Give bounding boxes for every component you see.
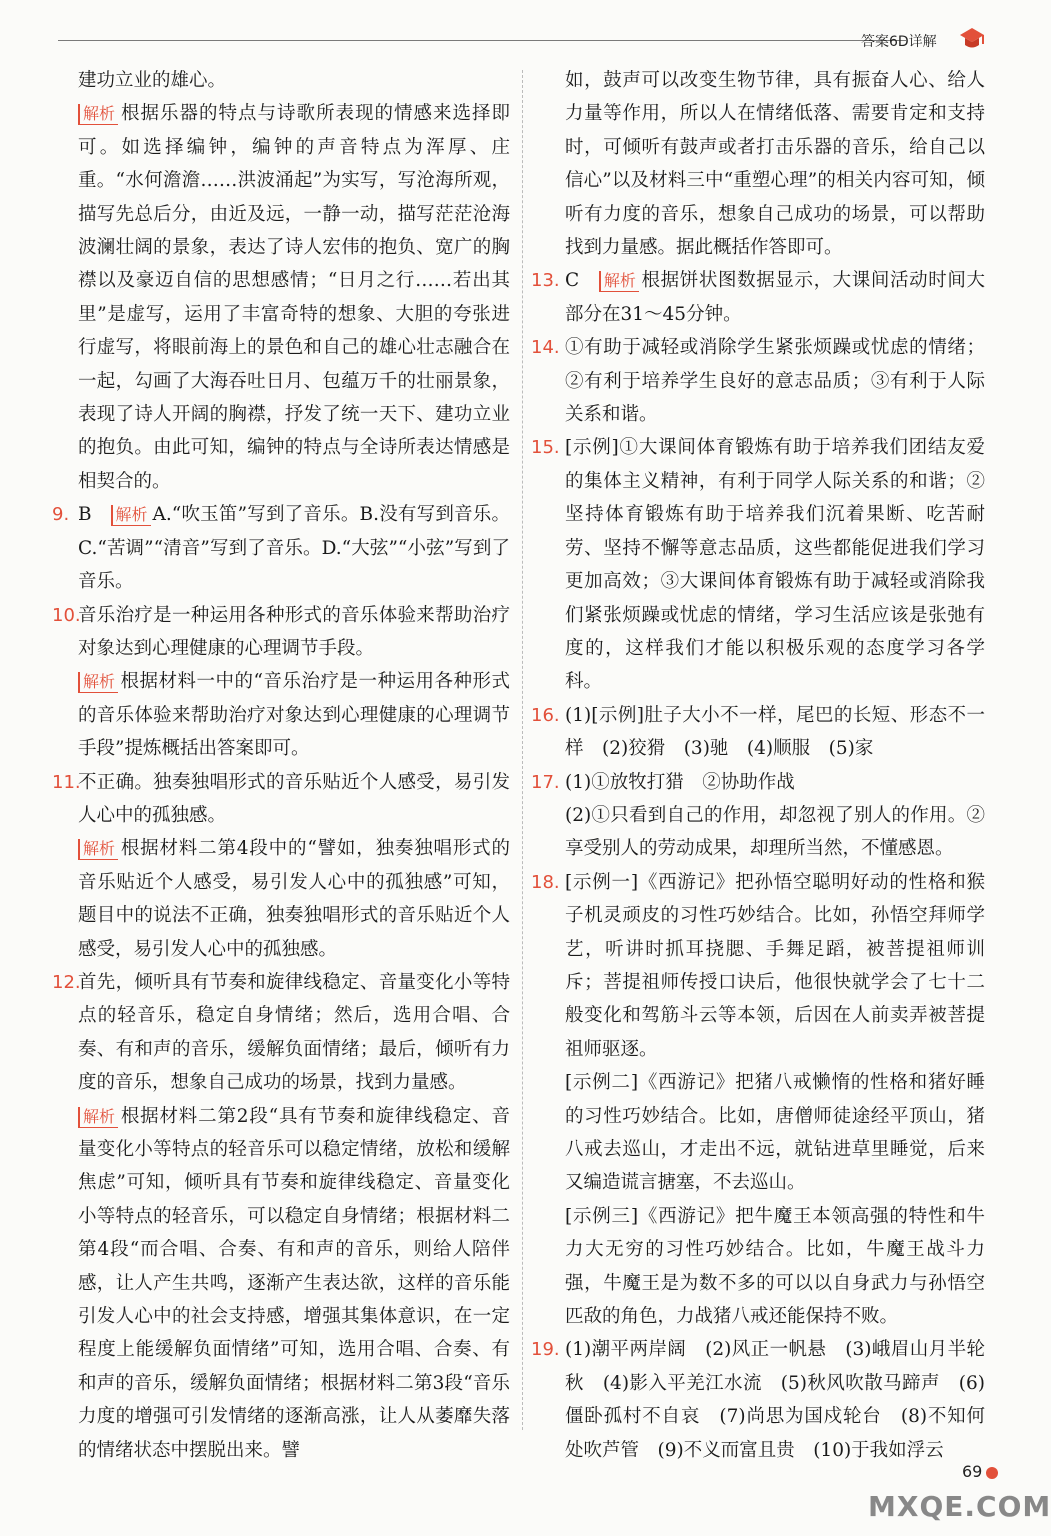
answer-item [52,599,510,666]
answer-item [531,699,985,766]
question-number: 18. [531,871,560,893]
answer-text: (2)①只看到自己的作用，却忽视了别人的作用。②享受别人的劳动成果，却理所当然，不懂感恩。 [565,804,985,860]
question-number: 14. [531,337,560,359]
answer-paragraph [78,832,510,966]
answer-text: 根据材料二第4段中的“譬如，独奏独唱形式的音乐贴近个人感受，易引发人心中的孤独感”可知，题目中的说法不正确，独奏独唱形式的音乐贴近个人感受，易引发人心中的孤独感。 [78,838,510,960]
answer-text: ①有助于减轻或消除学生紧张烦躁或忧虑的情绪；②有利于培养学生良好的意志品质；③有利于人际关系和谐。 [565,337,985,426]
analysis-tag: 解析 [78,1107,118,1128]
answer-text: 不正确。独奏独唱形式的音乐贴近个人感受，易引发人心中的孤独感。 [78,771,510,826]
page-marker-icon [985,1466,999,1480]
answer-item [531,766,985,799]
answer-text: 根据材料二第2段“具有节奏和旋律线稳定、音量变化小等特点的轻音乐可以稳定情绪，放松和缓解焦虑”可知，倾听具有节奏和旋律线稳定、音量变化小等特点的轻音乐，可以稳定自身情绪；根据材料二第4段“而合唱、合奏、有和声的音乐，则给人陪伴感，让人产生共鸣，逐渐产生表达欲，这样的音乐能引发人心中的社会支持感，增强其集体意识，在一定程度上能缓解负面情绪”可知，选用合唱、合奏、有和声的音乐，缓解负面情绪；根据材料二第3段“音乐力度的增强可引发情绪的逐渐高涨，让人从萎靡失落的情绪状态中摆脱出来。譬 [78,1105,510,1461]
answer-item [531,1333,985,1467]
column-divider [522,70,523,1430]
question-number: 19. [531,1339,560,1361]
answer-paragraph [565,799,985,866]
answer-item [52,966,510,1100]
analysis-tag: 解析 [78,104,118,125]
question-number: 10. [52,604,81,626]
answer-text: A.“吹玉笛”写到了音乐。B.没有写到音乐。C.“苦调”“清音”写到了音乐。D.“大弦”“小弦”写到了音乐。 [78,504,510,593]
question-number: 9. [52,504,70,526]
answer-text: 首先，倾听具有节奏和旋律线稳定、音量变化小等特点的轻音乐，稳定自身情绪；然后，选用合唱、合奏、有和声的音乐，缓解负面情绪；最后，倾听有力度的音乐，想象自己成功的场景，找到力量感。 [78,971,510,1094]
answer-text: (1)①放牧打猎 ②协助作战 [565,771,795,793]
answer-item [52,766,510,833]
answer-text: (1)[示例]肚子大小不一样，尾巴的长短、形态不一样 (2)狡猾 (3)驰 (4)顺服 (5)家 [565,704,985,760]
question-number: 16. [531,704,560,726]
page-number: 69 [962,1462,983,1481]
question-number: 15. [531,437,560,459]
answer-text: B [78,504,111,526]
question-number: 11. [52,771,81,793]
answer-paragraph [78,64,510,97]
answer-item [531,431,985,698]
answer-paragraph [78,1100,510,1467]
analysis-tag: 解析 [599,271,639,292]
watermark: MXQE.COM [868,1490,1051,1523]
answer-text: 根据乐器的特点与诗歌所表现的情感来选择即可。如选择编钟，编钟的声音特点为浑厚、庄重。“水何澹澹……洪波涌起”为实写，写沧海所观，描写先总后分，由近及远，一静一动，描写茫茫沧海波澜壮阔的景象，表达了诗人宏伟的抱负、宽广的胸襟以及豪迈自信的思想感情；“日月之行……若出其里”是虚写，运用了丰富奇特的想象、大胆的夸张进行虚写，将眼前海上的景色和自己的雄心壮志融合在一起，勾画了大海吞吐日月、包蕴万千的壮丽景象，表现了诗人开阔的胸襟，抒发了统一天下、建功立业的抱负。由此可知，编钟的特点与全诗所表达情感是相契合的。 [78,103,510,492]
analysis-tag: 解析 [78,839,118,860]
answer-paragraph [565,1200,985,1334]
answer-text: 根据材料一中的“音乐治疗是一种运用各种形式的音乐体验来帮助治疗对象达到心理健康的心理调节手段”提炼概括出答案即可。 [78,671,510,760]
answer-paragraph [565,64,985,264]
answer-paragraph [78,97,510,498]
answer-text: [示例二]《西游记》把猪八戒懒惰的性格和猪好睡的习性巧妙结合。比如，唐僧师徒途经平顶山，猪八戒去巡山，才走出不远，就钻进草里睡觉，后来又编造谎言搪塞，不去巡山。 [565,1072,985,1194]
answer-item [52,498,510,598]
answer-text: 如，鼓声可以改变生物节律，具有振奋人心、给人力量等作用，所以人在情绪低落、需要肯定和支持时，可倾听有鼓声或者打击乐器的音乐，给自己以信心”以及材料三中“重塑心理”的相关内容可知，倾听有力度的音乐，想象自己成功的场景，可以帮助找到力量感。据此概括作答即可。 [565,70,985,259]
logo-icon [958,25,986,51]
answer-text: C [565,270,599,292]
left-column [52,64,510,1467]
question-number: 12. [52,971,81,993]
question-number: 17. [531,771,560,793]
answer-item [531,331,985,431]
answer-text: 音乐治疗是一种运用各种形式的音乐体验来帮助治疗对象达到心理健康的心理调节手段。 [78,604,510,659]
answer-text: [示例一]《西游记》把孙悟空聪明好动的性格和猴子机灵顽皮的习性巧妙结合。比如，孙悟空拜师学艺，听讲时抓耳挠腮、手舞足蹈，被菩提祖师训斥；菩提祖师传授口诀后，他很快就学会了七十二般变化和驾筋斗云等本领，后因在人前卖弄被菩提祖师驱逐。 [565,871,985,1060]
answer-item [531,264,985,331]
answer-item [531,866,985,1066]
header-label: 答案6D详解 [861,34,937,50]
answer-text: 根据饼状图数据显示，大课间活动时间大部分在31～45分钟。 [565,270,985,325]
header-rule [58,40,906,41]
right-column [531,64,985,1467]
analysis-tag: 解析 [78,672,118,693]
answer-text: [示例三]《西游记》把牛魔王本领高强的特性和牛力大无穷的习性巧妙结合。比如，牛魔王战斗力强，牛魔王是为数不多的可以以自身武力与孙悟空匹敌的角色，力战猪八戒还能保持不败。 [565,1205,985,1328]
answer-paragraph [565,1066,985,1200]
question-number: 13. [531,270,560,292]
answer-text: [示例]①大课间体育锻炼有助于培养我们团结友爱的集体主义精神，有利于同学人际关系的和谐；②坚持体育锻炼有助于培养我们沉着果断、吃苦耐劳、坚持不懈等意志品质，这些都能促进我们学习更加高效；③大课间体育锻炼有助于减轻或消除我们紧张烦躁或忧虑的情绪，学习生活应该是张弛有度的，这样我们才能以积极乐观的态度学习各学科。 [565,437,985,693]
answer-text: (1)潮平两岸阔 (2)风正一帆悬 (3)峨眉山月半轮秋 (4)影入平羌江水流 (5)秋风吹散马蹄声 (6)僵卧孤村不自哀 (7)尚思为国戍轮台 (8)不知何处吹芦管 (9)不义而富且贵 (10)于我如浮云 [565,1339,985,1461]
analysis-tag: 解析 [111,505,151,526]
answer-paragraph [78,665,510,765]
answer-text: 建功立业的雄心。 [78,70,227,91]
